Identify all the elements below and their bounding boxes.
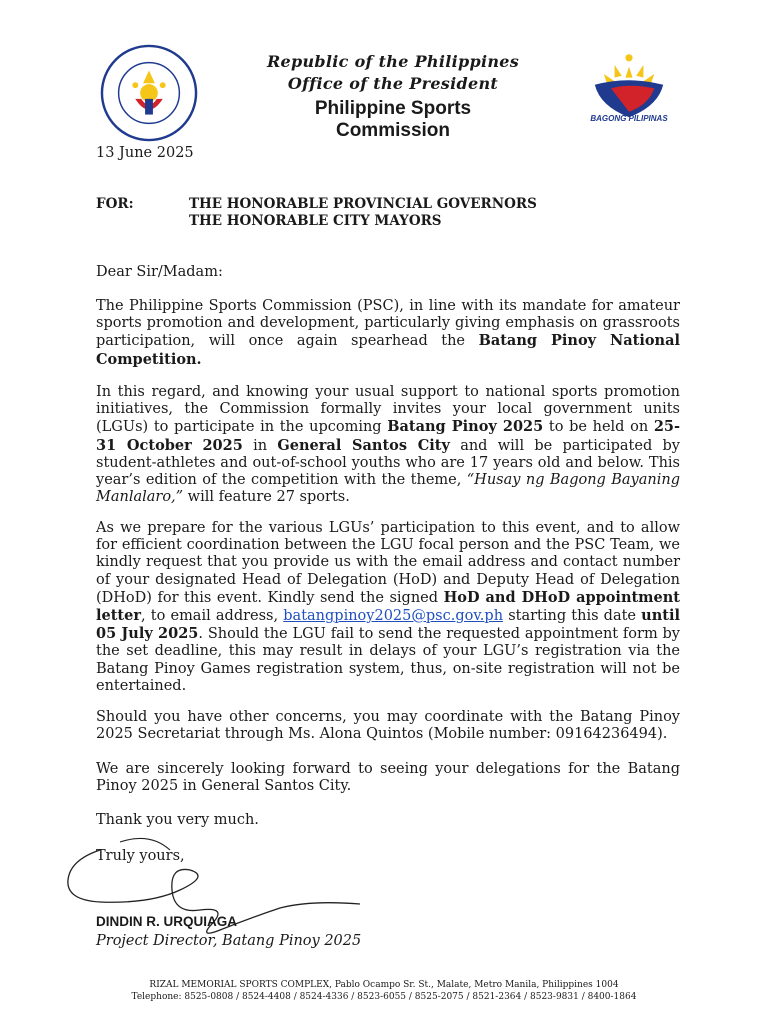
letter-date: 13 June 2025: [96, 145, 194, 161]
addressee-line-1: THE HONORABLE PROVINCIAL GOVERNORS: [189, 196, 537, 212]
footer-telephone: Telephone: 8525-0808 / 8524-4408 / 8524-4336 / 8523-6055 / 8525-2075 / 8521-2364 / 8523-9831 / 8400-1864: [131, 992, 637, 1002]
header-office: Office of the President: [287, 74, 499, 93]
psc-seal-logo: [100, 44, 198, 142]
paragraph-request: As we prepare for the various LGUs’ participation to this event, and to allow for efficient coordination between the LGU focal person and the PSC Team, we kindly request that you provide us with the email address and contact number of your designated Head of Delegation (HoD) and Deputy Head of Delegation (DHoD) for this event. Kindly send the signed HoD and DHoD appointment letter, to email address, batangpinoy2025@psc.gov.ph starting this date until 05 July 2025. Should the LGU fail to send the requested appointment form by the set deadline, this may result in delays of your LGU’s registration via the Batang Pinoy Games registration system, thus, on-site registration will not be entertained.: [96, 520, 680, 694]
header-commission: Philippine Sports Commission: [314, 98, 472, 141]
paragraph-intro: The Philippine Sports Commission (PSC), in line with its mandate for amateur sports promotion and development, particularly giving emphasis on grassroots participation, will once again spearhead the Batang Pinoy National Competition.: [96, 298, 681, 368]
salutation: Dear Sir/Madam:: [96, 264, 223, 280]
paragraph-concerns: Should you have other concerns, you may coordinate with the Batang Pinoy 2025 Secretariat through Ms. Alona Quintos (Mobile number: 09164236494).: [96, 709, 680, 743]
email-link[interactable]: batangpinoy2025@psc.gov.ph: [283, 608, 504, 625]
bagong-pilipinas-text: BAGONG PILIPINAS: [590, 114, 668, 123]
signature-scribble: [60, 830, 380, 950]
signer-title: Project Director, Batang Pinoy 2025: [96, 933, 362, 949]
for-label: FOR:: [96, 196, 134, 212]
addressee-line-2: THE HONORABLE CITY MAYORS: [189, 213, 442, 229]
paragraph-invitation: In this regard, and knowing your usual support to national sports promotion initiatives, the Commission formally invites your local government units (LGUs) to participate in the upcoming Batang Pinoy 2025 to be held on 25-31 October 2025 in General Santos City and will be participated by student-athletes and out-of-school youths who are 17 years old and below. This year’s edition of the competition with the theme, “Husay ng Bagong Bayaning Manlalaro,” will feature 27 sports.: [96, 384, 681, 506]
header-republic: Republic of the Philippines: [266, 52, 520, 71]
paragraph-closing: We are sincerely looking forward to seeing your delegations for the Batang Pinoy 2025 in General Santos City.: [96, 761, 680, 795]
closing-line: Truly yours,: [96, 848, 185, 864]
thanks-line: Thank you very much.: [96, 812, 259, 828]
signer-name: DINDIN R. URQUIAGA: [96, 914, 237, 929]
footer-address: RIZAL MEMORIAL SPORTS COMPLEX, Pablo Ocampo Sr. St., Malate, Metro Manila, Philippines 1004: [149, 980, 619, 990]
